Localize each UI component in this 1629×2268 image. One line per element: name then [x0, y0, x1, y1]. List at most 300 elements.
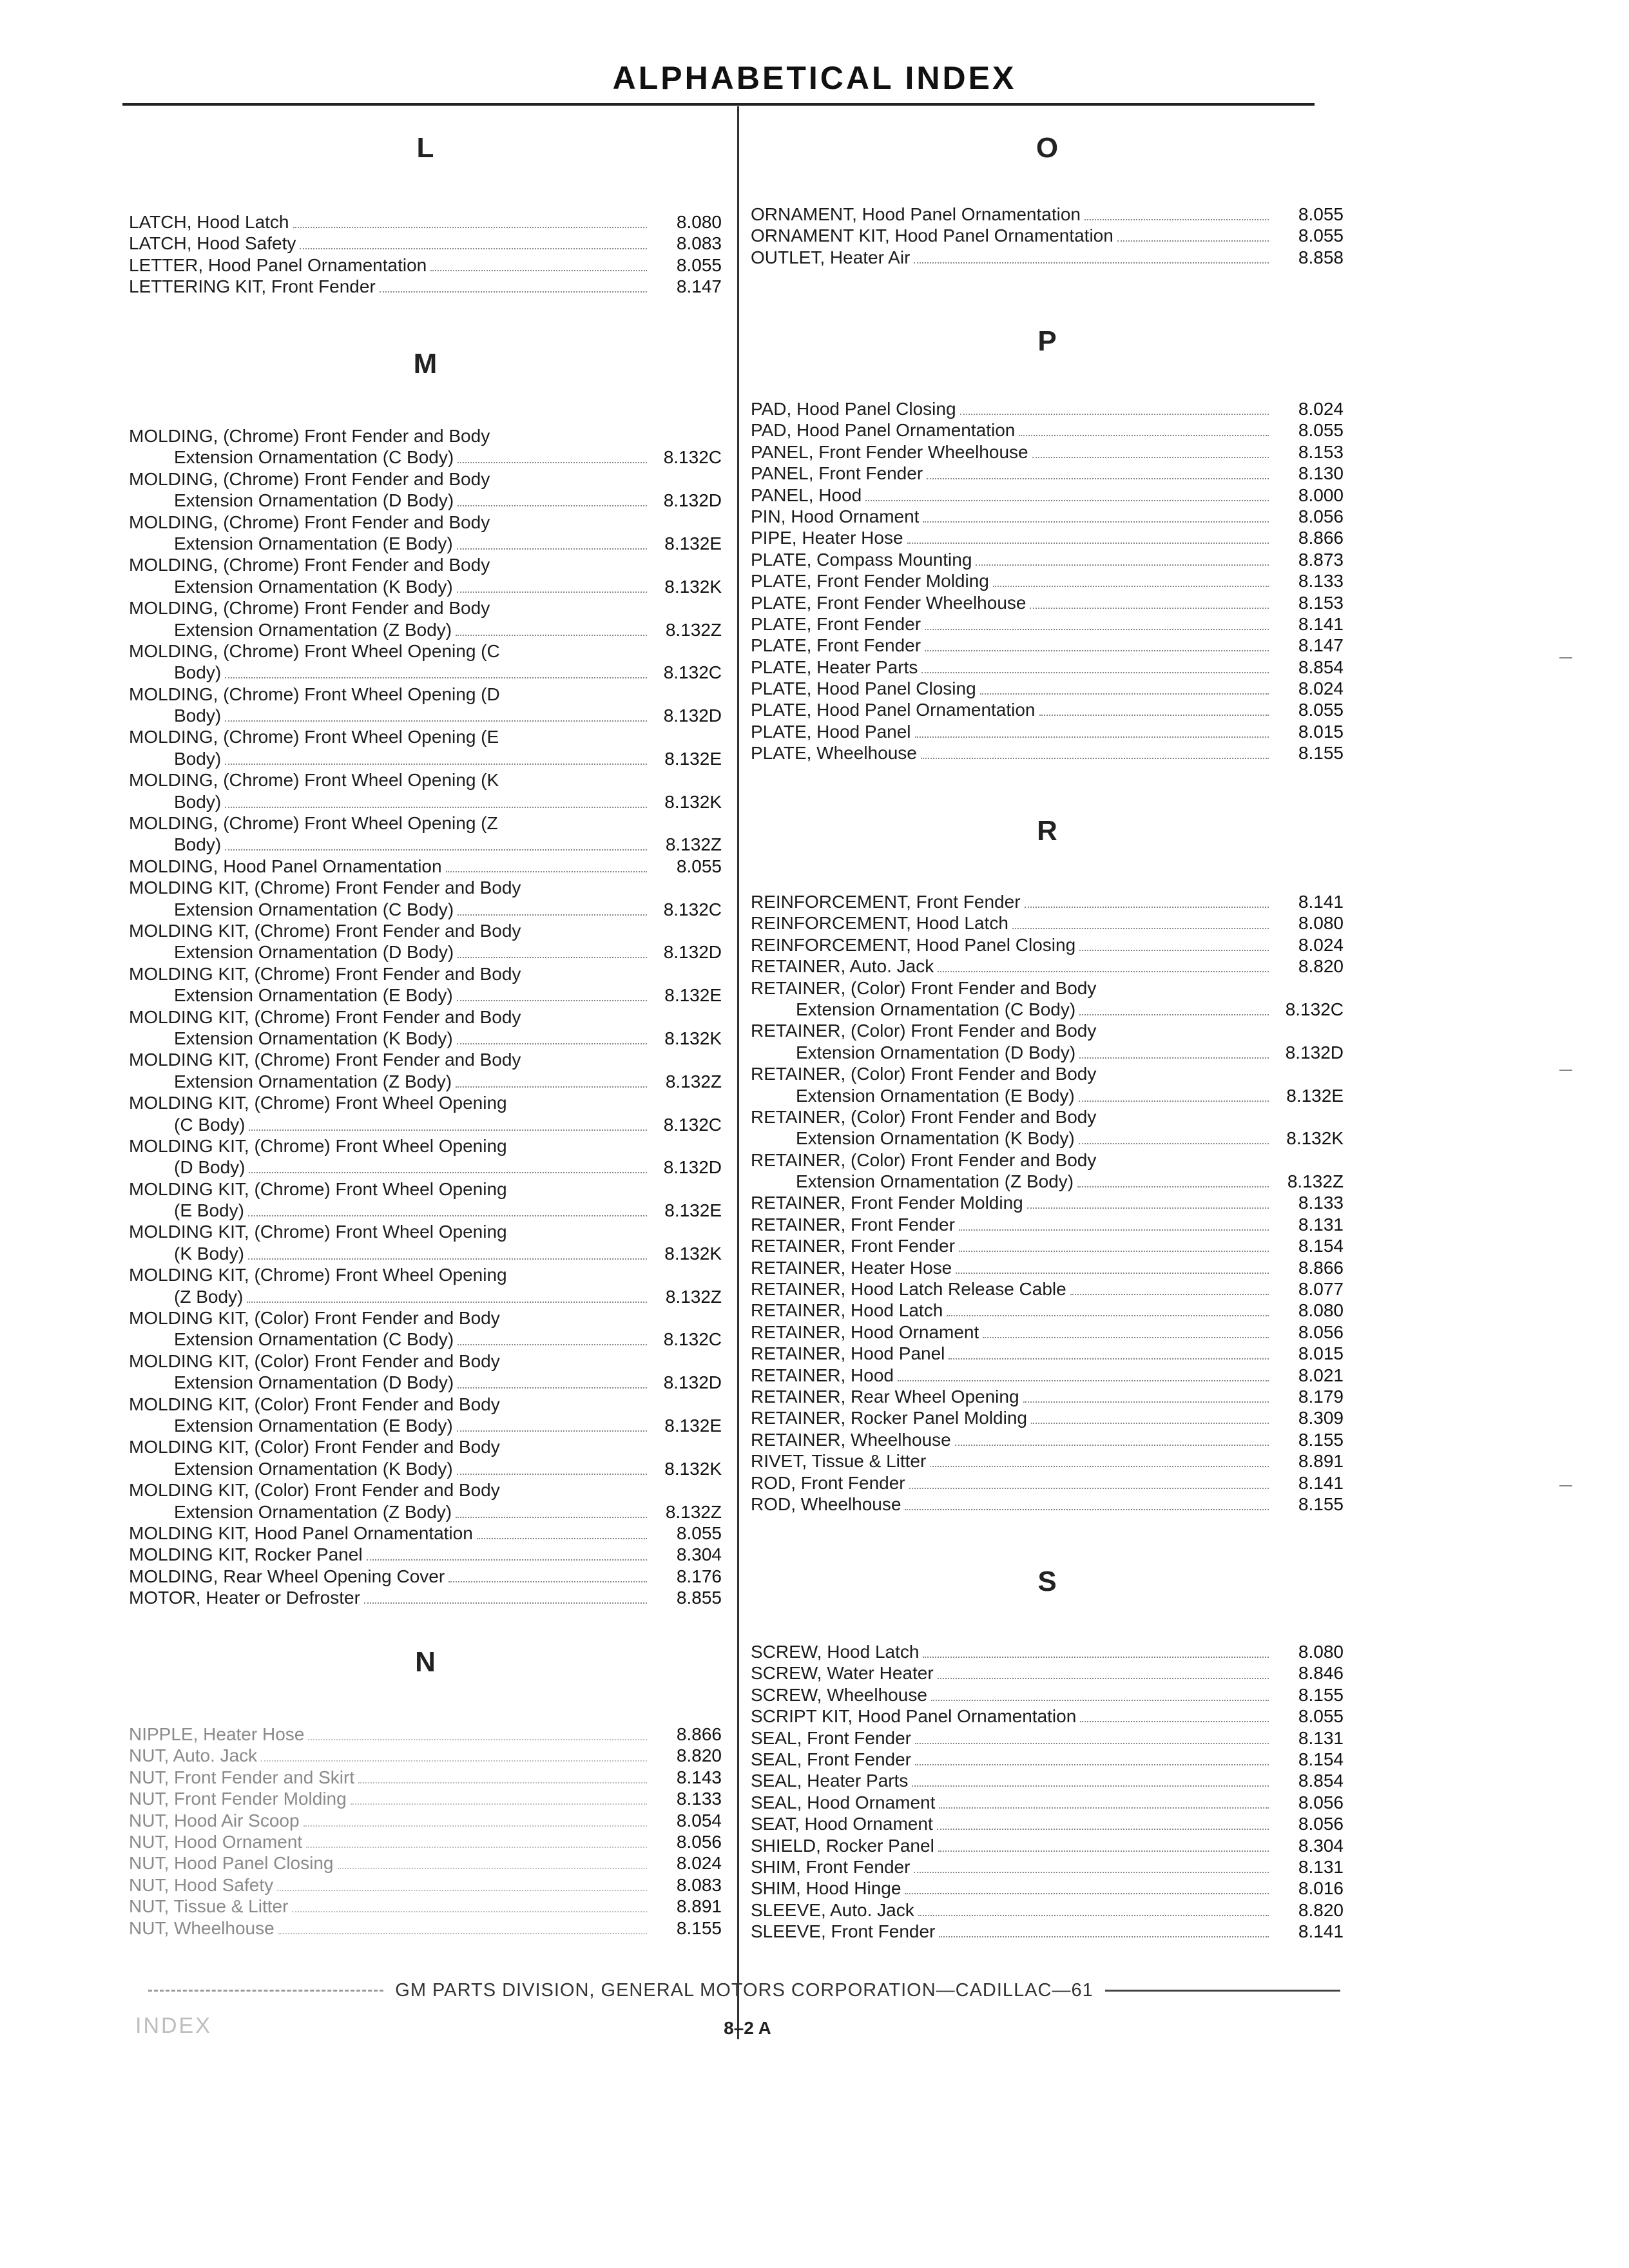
dot-leader [1070, 1294, 1269, 1295]
entry-text: RETAINER, Hood Latch [751, 1300, 943, 1321]
entry-text: Extension Ornamentation (C Body) [174, 1329, 454, 1350]
entry-page-number: 8.132K [664, 1028, 722, 1048]
entry-page-number: 8.021 [1298, 1365, 1344, 1385]
entry-text: RETAINER, Hood Latch Release Cable [751, 1279, 1066, 1300]
entry-text: NUT, Tissue & Litter [129, 1896, 289, 1917]
index-entry [129, 769, 722, 812]
index-entry [129, 276, 722, 297]
index-entry [751, 699, 1344, 720]
dot-leader [351, 1803, 647, 1805]
entry-text: REINFORCEMENT, Front Fender [751, 892, 1021, 912]
dot-leader [938, 1850, 1269, 1852]
entry-page-number: 8.024 [1298, 399, 1344, 419]
section-r-entries [751, 891, 1344, 1515]
index-entry [751, 204, 1344, 225]
entry-page-number: 8.132D [663, 490, 722, 511]
entry-page-number: 8.153 [1298, 592, 1344, 613]
entry-page-number: 8.155 [676, 1917, 722, 1938]
dot-leader [921, 672, 1269, 673]
dot-leader [225, 849, 647, 850]
footer [148, 1980, 1340, 2001]
index-entry [751, 1706, 1344, 1727]
dot-leader [938, 1678, 1269, 1679]
entry-text: RETAINER, Rear Wheel Opening [751, 1386, 1019, 1407]
entry-page-number: 8.056 [1298, 1792, 1344, 1812]
index-entry [129, 1544, 722, 1565]
dot-leader [367, 1559, 647, 1561]
entry-text: MOLDING KIT, (Chrome) Front Fender and Body [129, 878, 521, 898]
entry-text: MOLDING KIT, (Color) Front Fender and Body [129, 1350, 500, 1371]
entry-text: Extension Ornamentation (E Body) [174, 1415, 453, 1436]
entry-text: SEAL, Heater Parts [751, 1771, 909, 1791]
footer-rule-left [148, 1990, 383, 1992]
entry-page-number: 8.176 [676, 1566, 722, 1586]
dot-leader [457, 1474, 647, 1475]
index-entry [751, 1149, 1344, 1193]
entry-text: SEAL, Front Fender [751, 1727, 912, 1748]
entry-page-number: 8.132C [663, 1114, 722, 1135]
entry-text: (K Body) [174, 1243, 244, 1264]
index-entry [129, 1788, 722, 1809]
entry-page-number: 8.866 [676, 1724, 722, 1744]
entry-page-number: 8.141 [1298, 1921, 1344, 1942]
dot-leader [304, 1825, 647, 1827]
entry-text: MOLDING, (Chrome) Front Fender and Body [129, 555, 490, 575]
dot-leader [1032, 457, 1269, 458]
index-entry [751, 1899, 1344, 1921]
entry-page-number: 8.055 [1298, 1706, 1344, 1727]
dot-leader [477, 1538, 647, 1539]
entry-text: NUT, Hood Ornament [129, 1831, 303, 1852]
entry-page-number: 8.891 [676, 1896, 722, 1917]
dot-leader [905, 1893, 1269, 1894]
entry-text: MOLDING, (Chrome) Front Wheel Opening (E [129, 727, 499, 747]
entry-page-number: 8.854 [1298, 1771, 1344, 1791]
section-letter-l: L [416, 132, 434, 164]
index-entry [751, 742, 1344, 764]
entry-page-number: 8.132K [664, 576, 722, 597]
index-entry [129, 1767, 722, 1788]
entry-text: MOLDING, (Chrome) Front Wheel Opening (K [129, 770, 499, 791]
entry-text: RETAINER, Hood Ornament [751, 1321, 979, 1342]
entry-page-number: 8.016 [1298, 1878, 1344, 1899]
entry-text: Extension Ornamentation (K Body) [174, 1458, 453, 1479]
entry-text: ORNAMENT KIT, Hood Panel Ornamentation [751, 226, 1113, 246]
dot-leader [956, 1273, 1269, 1274]
index-entry [751, 527, 1344, 548]
entry-text: MOLDING, (Chrome) Front Wheel Opening (C [129, 640, 500, 661]
entry-text: SEAL, Front Fender [751, 1749, 912, 1769]
entry-text: Extension Ornamentation (C Body) [796, 999, 1076, 1019]
dot-leader [358, 1782, 647, 1783]
section-letter-o: O [1036, 132, 1059, 164]
index-entry [751, 1020, 1344, 1063]
dot-leader [306, 1847, 647, 1848]
index-entry [129, 920, 722, 963]
entry-page-number: 8.854 [1298, 657, 1344, 677]
entry-text: NUT, Wheelhouse [129, 1917, 275, 1938]
entry-text: Extension Ornamentation (D Body) [796, 1042, 1076, 1062]
entry-text: MOLDING, (Chrome) Front Wheel Opening (D [129, 684, 500, 704]
entry-text: SCRIPT KIT, Hood Panel Ornamentation [751, 1706, 1077, 1727]
index-entry [751, 592, 1344, 613]
dot-leader [1117, 240, 1269, 242]
entry-text: Body) [174, 706, 222, 726]
entry-text: PLATE, Compass Mounting [751, 549, 972, 570]
entry-text: SEAL, Hood Ornament [751, 1792, 936, 1812]
entry-page-number: 8.132Z [665, 1071, 722, 1091]
entry-page-number: 8.147 [1298, 635, 1344, 656]
index-entry [751, 635, 1344, 656]
entry-text: ROD, Wheelhouse [751, 1494, 901, 1514]
dot-leader [458, 462, 647, 463]
entry-page-number: 8.054 [676, 1810, 722, 1831]
index-entry [751, 1235, 1344, 1256]
entry-page-number: 8.132K [664, 1458, 722, 1479]
dot-leader [949, 1358, 1269, 1360]
index-entry [129, 1092, 722, 1135]
dot-leader [248, 1258, 647, 1260]
dot-leader [923, 1657, 1269, 1658]
section-letter-n: N [415, 1646, 436, 1678]
index-entry [751, 613, 1344, 635]
entry-page-number: 8.304 [676, 1544, 722, 1565]
entry-page-number: 8.130 [1298, 463, 1344, 484]
footer-text: GM PARTS DIVISION, GENERAL MOTORS CORPORATION—CADILLAC—61 [395, 1980, 1094, 2001]
entry-page-number: 8.132E [664, 1415, 722, 1436]
entry-page-number: 8.055 [676, 856, 722, 876]
index-entry [129, 1178, 722, 1222]
index-entry [129, 1831, 722, 1852]
margin-tick [1559, 1485, 1572, 1486]
dot-leader [931, 1700, 1269, 1701]
entry-text: Extension Ornamentation (Z Body) [174, 1501, 452, 1522]
entry-page-number: 8.147 [676, 276, 722, 297]
dot-leader [448, 1581, 647, 1582]
dot-leader [249, 1129, 647, 1131]
dot-leader [300, 248, 647, 249]
entry-text: MOLDING KIT, (Chrome) Front Fender and Body [129, 1050, 521, 1070]
index-entry [129, 1264, 722, 1307]
index-entry [751, 1321, 1344, 1343]
entry-page-number: 8.132D [663, 942, 722, 963]
entry-page-number: 8.132Z [665, 834, 722, 855]
entry-page-number: 8.154 [1298, 1749, 1344, 1769]
entry-page-number: 8.080 [1298, 913, 1344, 934]
index-entry [129, 1523, 722, 1544]
section-o-entries [751, 204, 1344, 268]
dot-leader [457, 1000, 647, 1001]
margin-tick [1559, 1070, 1572, 1071]
dot-leader [923, 521, 1269, 523]
entry-page-number: 8.055 [1298, 700, 1344, 720]
index-entry [751, 398, 1344, 419]
index-entry [129, 877, 722, 920]
entry-page-number: 8.083 [676, 1874, 722, 1895]
index-entry [129, 597, 722, 640]
entry-page-number: 8.055 [1298, 226, 1344, 246]
entry-text: SHIM, Hood Hinge [751, 1878, 901, 1899]
entry-page-number: 8.153 [1298, 441, 1344, 462]
index-entry [129, 856, 722, 877]
dot-leader [380, 291, 647, 293]
index-entry [751, 1472, 1344, 1494]
entry-text: MOLDING KIT, (Chrome) Front Wheel Opening [129, 1135, 507, 1156]
entry-page-number: 8.080 [676, 212, 722, 232]
section-n-entries [129, 1724, 722, 1939]
section-letter-s: S [1037, 1566, 1057, 1597]
dot-leader [457, 1043, 647, 1044]
entry-page-number: 8.015 [1298, 721, 1344, 742]
index-entry [129, 726, 722, 769]
dot-leader [225, 807, 647, 808]
entry-page-number: 8.846 [1298, 1663, 1344, 1684]
dot-leader [918, 1915, 1269, 1916]
entry-text: NUT, Front Fender and Skirt [129, 1767, 355, 1787]
entry-page-number: 8.132C [663, 899, 722, 919]
entry-page-number: 8.132E [664, 748, 722, 769]
index-entry [751, 1792, 1344, 1813]
entry-text: Extension Ornamentation (Z Body) [174, 619, 452, 640]
entry-page-number: 8.000 [1298, 485, 1344, 505]
entry-page-number: 8.083 [676, 233, 722, 254]
entry-page-number: 8.155 [1298, 1494, 1344, 1514]
index-entry [751, 1450, 1344, 1472]
entry-page-number: 8.132E [664, 1200, 722, 1221]
entry-text: SCREW, Water Heater [751, 1663, 934, 1684]
entry-text: Extension Ornamentation (D Body) [174, 942, 454, 963]
index-entry [751, 1494, 1344, 1515]
entry-page-number: 8.858 [1298, 247, 1344, 267]
entry-text: SLEEVE, Auto. Jack [751, 1899, 914, 1920]
index-entry [129, 1724, 722, 1745]
index-entry [751, 721, 1344, 742]
entry-text: MOLDING, Rear Wheel Opening Cover [129, 1566, 445, 1586]
entry-text: PLATE, Front Fender [751, 613, 921, 634]
dot-leader [1080, 1721, 1269, 1722]
entry-page-number: 8.132C [1285, 999, 1344, 1019]
entry-text: MOLDING KIT, (Color) Front Fender and Body [129, 1437, 500, 1457]
dot-leader [1079, 1143, 1269, 1144]
entry-text: Extension Ornamentation (D Body) [174, 1372, 454, 1393]
entry-text: MOLDING KIT, (Chrome) Front Fender and Body [129, 920, 521, 941]
index-entry [751, 1878, 1344, 1899]
index-entry [751, 1214, 1344, 1235]
entry-text: SHIM, Front Fender [751, 1856, 911, 1877]
index-entry [751, 225, 1344, 246]
entry-page-number: 8.132Z [1287, 1171, 1344, 1192]
dot-leader [914, 262, 1269, 264]
entry-text: Extension Ornamentation (K Body) [796, 1128, 1075, 1149]
dot-leader [912, 1785, 1269, 1787]
dot-leader [293, 227, 648, 228]
dot-leader [1084, 219, 1269, 220]
index-entry [751, 678, 1344, 699]
section-l-entries [129, 211, 722, 298]
entry-text: REINFORCEMENT, Hood Panel Closing [751, 934, 1076, 955]
entry-text: MOLDING, (Chrome) Front Fender and Body [129, 598, 490, 619]
section-m-entries [129, 425, 722, 1608]
entry-text: PAD, Hood Panel Closing [751, 399, 956, 419]
index-entry [751, 1641, 1344, 1662]
dot-leader [430, 270, 647, 271]
dot-leader [980, 693, 1269, 695]
index-entry [129, 1896, 722, 1917]
dot-leader [865, 500, 1269, 501]
entry-text: MOLDING KIT, (Chrome) Front Wheel Opening [129, 1222, 507, 1242]
dot-leader [364, 1602, 647, 1604]
index-entry [751, 549, 1344, 570]
entry-page-number: 8.820 [1298, 956, 1344, 977]
entry-page-number: 8.132Z [665, 1501, 722, 1522]
index-entry [129, 1350, 722, 1394]
dot-leader [308, 1739, 647, 1740]
entry-text: MOLDING KIT, (Color) Front Fender and Body [129, 1308, 500, 1329]
column-divider [737, 106, 739, 2039]
entry-text: SEAT, Hood Ornament [751, 1814, 933, 1834]
index-entry [751, 1835, 1344, 1856]
dot-leader [1023, 1401, 1269, 1403]
entry-page-number: 8.080 [1298, 1642, 1344, 1662]
entry-page-number: 8.179 [1298, 1386, 1344, 1407]
dot-leader [1025, 907, 1269, 908]
dot-leader [907, 543, 1269, 544]
dot-leader [993, 586, 1269, 587]
entry-text: Extension Ornamentation (K Body) [174, 576, 453, 597]
index-entry [751, 1684, 1344, 1706]
index-entry [751, 1300, 1344, 1321]
entry-text: RETAINER, Heater Hose [751, 1257, 952, 1278]
entry-page-number: 8.155 [1298, 1684, 1344, 1705]
index-entry [751, 1278, 1344, 1300]
dot-leader [225, 764, 647, 765]
index-entry [129, 233, 722, 254]
dot-leader [458, 914, 647, 916]
entry-text: MOLDING KIT, (Chrome) Front Fender and Body [129, 1006, 521, 1027]
entry-text: RETAINER, (Color) Front Fender and Body [751, 977, 1097, 998]
index-entry [129, 1810, 722, 1831]
entry-text: RETAINER, Hood [751, 1365, 894, 1385]
entry-page-number: 8.866 [1298, 1257, 1344, 1278]
entry-text: Body) [174, 748, 222, 769]
dot-leader [1030, 608, 1269, 609]
dot-leader [338, 1868, 648, 1869]
entry-text: PLATE, Hood Panel Closing [751, 678, 976, 699]
entry-text: LETTER, Hood Panel Ornamentation [129, 255, 427, 275]
dot-leader [930, 1466, 1269, 1467]
entry-text: PLATE, Hood Panel [751, 721, 911, 742]
entry-text: RETAINER, Hood Panel [751, 1343, 945, 1364]
index-entry [751, 1749, 1344, 1770]
entry-text: MOLDING KIT, (Chrome) Front Wheel Opening [129, 1265, 507, 1285]
index-entry [129, 1566, 722, 1587]
entry-text: RETAINER, Rocker Panel Molding [751, 1408, 1027, 1428]
entry-page-number: 8.132D [663, 1372, 722, 1393]
index-entry [751, 1770, 1344, 1791]
dot-leader [898, 1380, 1269, 1381]
dot-leader [937, 1829, 1269, 1830]
entry-text: PIN, Hood Ornament [751, 506, 920, 526]
index-entry [129, 1745, 722, 1766]
entry-text: Body) [174, 791, 222, 812]
entry-text: MOLDING, Hood Panel Ornamentation [129, 856, 442, 876]
entry-page-number: 8.132E [664, 533, 722, 553]
entry-page-number: 8.132E [664, 985, 722, 1006]
entry-page-number: 8.024 [676, 1853, 722, 1874]
section-s-entries [751, 1641, 1344, 1942]
index-entry [129, 812, 722, 856]
entry-page-number: 8.056 [1298, 1321, 1344, 1342]
index-entry [751, 1727, 1344, 1749]
entry-page-number: 8.820 [1298, 1899, 1344, 1920]
entry-text: Extension Ornamentation (C Body) [174, 447, 454, 468]
entry-text: MOLDING, (Chrome) Front Wheel Opening (Z [129, 813, 498, 834]
entry-page-number: 8.143 [676, 1767, 722, 1787]
index-entry [751, 934, 1344, 956]
dot-leader [976, 564, 1269, 566]
entry-page-number: 8.132K [664, 791, 722, 812]
entry-text: MOLDING, (Chrome) Front Fender and Body [129, 468, 490, 489]
index-entry [751, 1429, 1344, 1450]
dot-leader [938, 971, 1269, 972]
dot-leader [456, 1086, 647, 1088]
index-entry [751, 419, 1344, 441]
dot-leader [914, 1872, 1269, 1873]
entry-page-number: 8.055 [1298, 204, 1344, 224]
index-entry [129, 640, 722, 684]
entry-page-number: 8.132E [1286, 1085, 1344, 1106]
entry-text: Extension Ornamentation (Z Body) [796, 1171, 1074, 1192]
entry-page-number: 8.141 [1298, 613, 1344, 634]
entry-page-number: 8.141 [1298, 1472, 1344, 1493]
entry-text: (C Body) [174, 1114, 246, 1135]
dot-leader [458, 505, 647, 506]
index-entry [129, 1479, 722, 1523]
index-entry [751, 912, 1344, 934]
margin-tick [1559, 657, 1572, 658]
index-entry [751, 1813, 1344, 1834]
dot-leader [456, 635, 647, 636]
index-entry [129, 1917, 722, 1939]
index-entry [751, 1257, 1344, 1278]
entry-text: RETAINER, Wheelhouse [751, 1429, 951, 1450]
entry-text: RETAINER, Front Fender [751, 1236, 955, 1256]
entry-text: Extension Ornamentation (E Body) [174, 985, 453, 1006]
dot-leader [1012, 928, 1269, 929]
index-entry [751, 463, 1344, 484]
index-mark: INDEX [135, 2013, 212, 2038]
entry-text: Extension Ornamentation (K Body) [174, 1028, 453, 1048]
entry-text: RETAINER, Front Fender Molding [751, 1193, 1023, 1213]
entry-text: SHIELD, Rocker Panel [751, 1835, 934, 1856]
entry-page-number: 8.132C [663, 1329, 722, 1350]
dot-leader [921, 758, 1269, 759]
dot-leader [939, 1936, 1269, 1937]
dot-leader [292, 1911, 647, 1912]
index-entry [751, 485, 1344, 506]
dot-leader [1079, 1057, 1269, 1059]
index-entry [751, 441, 1344, 463]
dot-leader [947, 1315, 1269, 1316]
entry-page-number: 8.132Z [665, 1286, 722, 1307]
index-entry [751, 1856, 1344, 1878]
entry-text: PIPE, Heater Hose [751, 528, 903, 548]
entry-text: PAD, Hood Panel Ornamentation [751, 420, 1016, 441]
section-p-entries [751, 398, 1344, 764]
dot-leader [456, 1517, 647, 1518]
entry-page-number: 8.132D [1285, 1042, 1344, 1062]
entry-text: MOLDING KIT, (Chrome) Front Wheel Opening [129, 1093, 507, 1113]
